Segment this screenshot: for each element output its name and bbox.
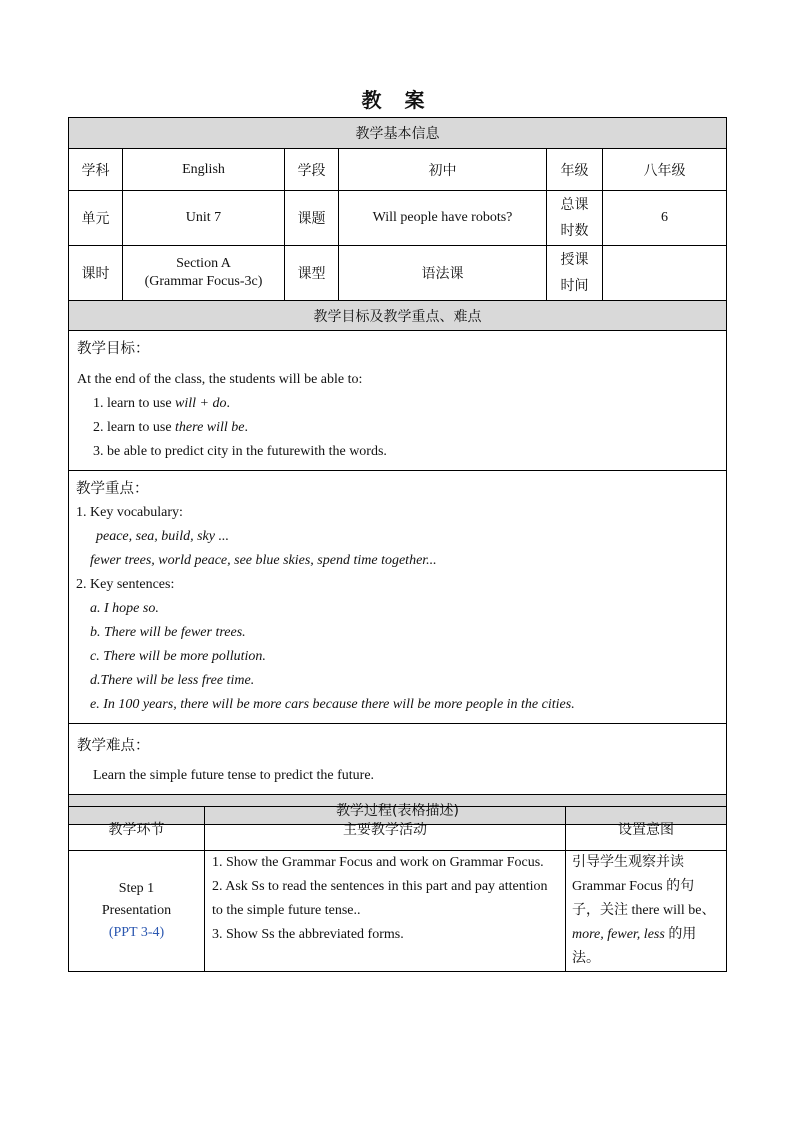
objectives-title: 教学目标： [77,341,150,357]
col-step-header: 教学环节 [69,807,205,851]
total-hours-label [547,191,603,246]
sentence-a: a. I hope so. [90,601,159,616]
topic-value: Will people have robots? [339,191,547,246]
taught-label-line2: 时间 [560,278,589,294]
grade-label: 年级 [547,149,603,191]
total-label-line2: 时数 [560,223,589,239]
subject-value: English [123,149,285,191]
lesson-plan-table [68,117,727,825]
objective-2: 2. learn to use there will be. [93,420,248,435]
col-intent-header: 设置意图 [566,807,727,851]
type-label: 课型 [285,246,339,301]
objectives-intro: At the end of the class, the students will be able to: [77,372,363,387]
taught-label-line1: 授课 [560,252,589,268]
subject-label: 学科 [69,149,123,191]
key-points-title: 教学重点： [76,481,149,497]
process-header: 教学过程(表格描述) [69,795,727,825]
difficulty-title: 教学难点： [77,738,150,754]
stage-value: 初中 [339,149,547,191]
activity-1: 1. Show the Grammar Focus and work on Grammar Focus. [212,855,544,870]
key-sentences-label: 2. Key sentences: [76,577,175,592]
activity-3: 3. Show Ss the abbreviated forms. [212,927,404,942]
page-title: 教 案 [361,88,433,112]
activity-2: 2. Ask Ss to read the sentences in this part and pay attention to the simple future tense.. [212,879,548,918]
step-cell [69,851,205,972]
stage-label: 学段 [285,149,339,191]
difficulty-cell [69,724,727,795]
total-label-line1: 总课 [560,197,589,213]
period-value-line2: (Grammar Focus-3c) [144,274,263,289]
intent-text-2: 的用法。 [572,927,697,966]
period-label: 课时 [69,246,123,301]
key-points-cell [69,471,727,724]
vocab-line-2: fewer trees, world peace, see blue skies, spend time together... [90,553,437,568]
topic-label: 课题 [285,191,339,246]
intent-text-1: 引导学生观察并读 Grammar Focus 的句子，关注 there will be、 [572,855,716,918]
taught-time-label [547,246,603,301]
objective-1: 1. learn to use will + do. [93,396,230,411]
vocab-line-1: peace, sea, build, sky ... [96,529,229,544]
difficulty-text: Learn the simple future tense to predict the future. [93,768,375,783]
process-table [68,806,727,972]
unit-label: 单元 [69,191,123,246]
objective-3: 3. be able to predict city in the futurewith the words. [93,444,387,459]
sentence-e: e. In 100 years, there will be more cars because there will be more people in the cities. [90,697,575,712]
activity-cell [205,851,566,972]
sentence-c: c. There will be more pollution. [90,649,266,664]
basic-info-header: 教学基本信息 [69,118,727,149]
step-phase: Presentation [101,903,172,918]
intent-italic: more, fewer, less [572,927,665,942]
key-vocabulary-label: 1. Key vocabulary: [76,505,183,520]
objectives-cell [69,331,727,471]
col-activity-header: 主要教学活动 [205,807,566,851]
sentence-b: b. There will be fewer trees. [90,625,246,640]
grade-value: 八年级 [603,149,727,191]
step-name: Step 1 [118,881,155,896]
period-value-line1: Section A [176,256,231,271]
type-value: 语法课 [339,246,547,301]
sentence-d: d.There will be less free time. [90,673,255,688]
unit-value: Unit 7 [123,191,285,246]
intent-cell [566,851,727,972]
goals-header: 教学目标及教学重点、难点 [69,301,727,331]
taught-time-value [603,246,727,301]
period-value [123,246,285,301]
step-ppt: (PPT 3-4) [108,925,165,940]
total-hours-value: 6 [603,191,727,246]
